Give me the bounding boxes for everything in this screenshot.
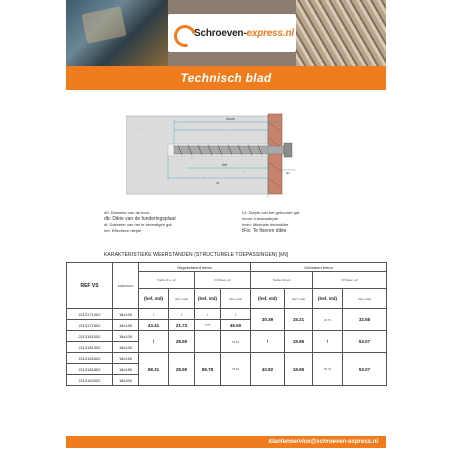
value-cell: / [139, 309, 169, 320]
value-cell: 75.62 [221, 331, 251, 353]
ref-cell: 2113181802 [67, 364, 113, 375]
tfix-label: tfix [286, 171, 290, 175]
value-cell: / [221, 309, 251, 320]
col-hef-std: (hef, std) [139, 289, 169, 309]
shear-header: Vrl Shear, ucr [195, 272, 251, 289]
value-cell: 19.95 [285, 331, 313, 353]
legend-left [104, 210, 229, 234]
ref-cell: 2113171502 [67, 320, 113, 331]
col-hef-rood: (hef, rood) [221, 289, 251, 309]
value-cell: 22.72 [313, 309, 343, 331]
value-cell: / [251, 331, 285, 353]
col-hef-std: (hef, std) [195, 289, 221, 309]
brand-name: Schroeven-express.nl [194, 27, 294, 39]
h1-label: h1 [216, 181, 220, 185]
ref-cell: 2113171002 [67, 309, 113, 320]
value-cell: / [313, 331, 343, 353]
legend-item: d0: Diameter van de boor [104, 210, 150, 215]
legend-item: hef: Effectieve diepte [104, 228, 142, 233]
dim-cell: 18x180 [113, 364, 139, 375]
footer-bar [66, 436, 386, 448]
dim-cell: 18x100 [113, 331, 139, 342]
logo-icon [174, 25, 190, 41]
dim-cell: 16x150 [113, 320, 139, 331]
ref-cell: 2113182002 [67, 375, 113, 386]
col-hef-rood: (hef, rood) [343, 289, 387, 309]
page-title: Technisch blad [180, 71, 272, 85]
value-cell: ?/?? [195, 320, 221, 331]
value-cell: 75.62 [221, 353, 251, 386]
tension-header: Tractie N.k, ucr [139, 272, 195, 289]
tension-cracked-header: Tractie Nrk,ucr [251, 272, 313, 289]
ref-cell: 2113181302 [67, 342, 113, 353]
value-cell: 46.50 [221, 320, 251, 331]
value-cell: 19.95 [285, 353, 313, 386]
col-hef-std: (hef, std) [251, 289, 285, 309]
col-hef-std: (hef, std) [313, 289, 343, 309]
legend-right [242, 210, 367, 234]
dims-header: DIMENSIES [113, 263, 139, 309]
cracked-header: Gebroken beton [251, 263, 387, 272]
table-row [67, 331, 387, 342]
dim-cell: 18x200 [113, 375, 139, 386]
value-cell: 32.55 [343, 309, 387, 331]
legend-item: df: Diameter van het te bevestigen gat [104, 222, 172, 227]
dim-cell: 16x100 [113, 309, 139, 320]
hef-label: hef [222, 163, 227, 167]
resistance-table [66, 262, 387, 386]
contact-email[interactable]: klantenservice@schroeven-express.nl [268, 439, 378, 445]
brand-logo [168, 14, 296, 52]
dim-cell: 18x160 [113, 353, 139, 364]
legend-item: hmin: Minimale betondikte [242, 222, 289, 227]
tools-photo [66, 0, 168, 66]
ref-cell: 2113181002 [67, 331, 113, 342]
value-cell: 53.07 [343, 331, 387, 353]
uncracked-header: Ongescheurd beton [139, 263, 251, 272]
value-cell: 58.31 [139, 353, 169, 386]
value-cell: 28.50 [169, 353, 195, 386]
ref-cell: 2113181602 [67, 353, 113, 364]
value-cell: 53.07 [343, 353, 387, 386]
value-cell: 15.21 [285, 309, 313, 331]
value-cell: 43.41 [139, 320, 169, 331]
value-cell: 60.74 [313, 353, 343, 386]
table-row [67, 309, 387, 320]
value-cell: 40.82 [251, 353, 285, 386]
value-cell [195, 331, 221, 353]
legend-item: hnom: Inbouwdiepte [242, 216, 279, 221]
table-row [67, 353, 387, 364]
value-cell: 86.78 [195, 353, 221, 386]
value-cell: 28.50 [169, 331, 195, 353]
value-cell: / [169, 309, 195, 320]
value-cell: 30.39 [251, 309, 285, 331]
anchor-diagram [126, 108, 326, 200]
shear-cracked-header: Vrl Shear, ucr [313, 272, 387, 289]
hnom-label: hnom [226, 117, 235, 121]
section-title: KARAKTERISTIEKE WEERSTANDEN (STRUCTURELE TOEPASSINGEN) [kN] [104, 252, 289, 258]
value-cell: / [195, 309, 221, 320]
screws-photo [296, 0, 386, 66]
legend-item: tFix: Te fixeren dikte [242, 228, 287, 234]
col-hef-rood: (hef, rood) [169, 289, 195, 309]
legend-item: db: Dikte van de funderingsplaat [104, 216, 176, 222]
legend-item: h1: Diepte van het geboorde gat [242, 210, 300, 215]
title-bar [66, 66, 386, 90]
header-banner [66, 0, 386, 66]
ref-header: REF VS [67, 263, 113, 309]
value-cell: / [139, 331, 169, 353]
dim-cell: 18x130 [113, 342, 139, 353]
col-hef-rood: (hef, rood) [285, 289, 313, 309]
value-cell: 21.73 [169, 320, 195, 331]
